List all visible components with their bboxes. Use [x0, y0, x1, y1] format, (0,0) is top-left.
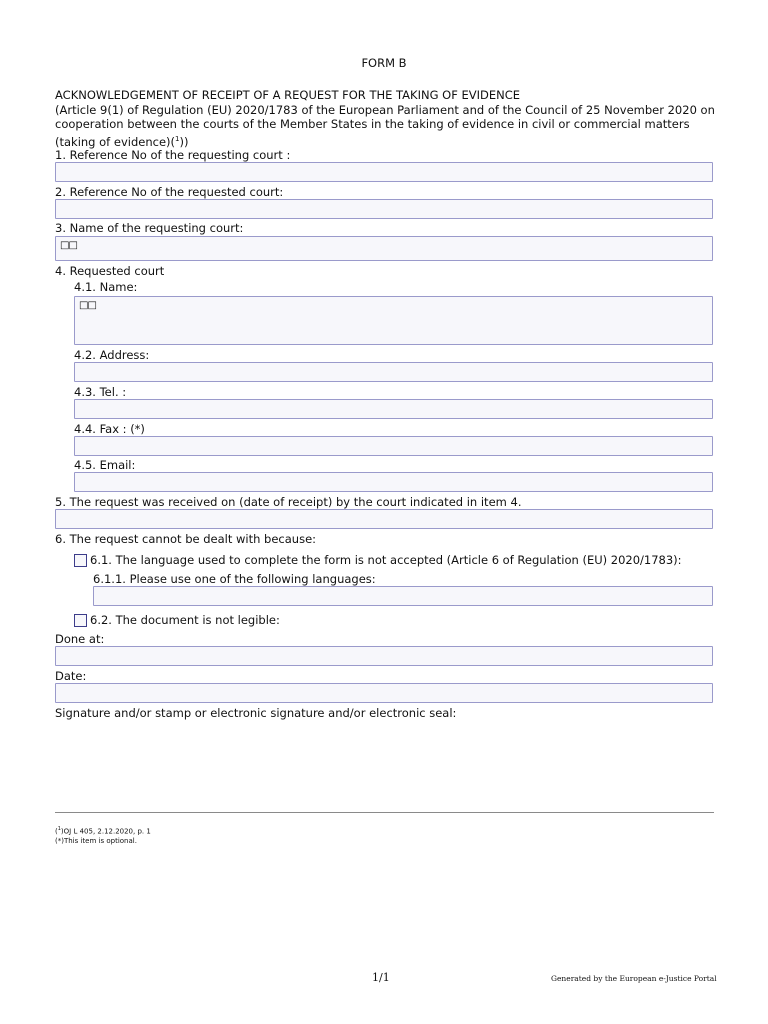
item-2-label: 2. Reference No of the requested court: — [55, 185, 284, 199]
item-6-1-label: 6.1. The language used to complete the form is not accepted (Article 6 of Regulation (EU) 2020/1783): — [90, 553, 682, 567]
item-4-4-label: 4.4. Fax : (*) — [74, 422, 145, 436]
document-not-legible-checkbox[interactable] — [74, 614, 87, 627]
requested-court-name-field[interactable]: □□ — [74, 296, 713, 345]
date-field[interactable] — [55, 683, 713, 703]
footnote-ref[interactable]: 1 — [175, 134, 180, 143]
item-6-1-1-label: 6.1.1. Please use one of the following languages: — [93, 572, 376, 586]
item-4-2-label: 4.2. Address: — [74, 348, 150, 362]
done-at-label: Done at: — [55, 632, 105, 646]
form-title: FORM B — [361, 56, 407, 70]
form-heading — [55, 88, 715, 149]
generated-by-text: Generated by the European e-Justice Portal — [551, 974, 717, 983]
item-4-label: 4. Requested court — [55, 264, 165, 278]
telephone-field[interactable] — [74, 399, 713, 419]
item-4-5-label: 4.5. Email: — [74, 458, 136, 472]
language-not-accepted-checkbox[interactable] — [74, 554, 87, 567]
requesting-court-reference-field[interactable] — [55, 162, 713, 182]
footnote-divider — [55, 812, 714, 813]
accepted-languages-field[interactable] — [93, 586, 713, 606]
heading-subtitle: (Article 9(1) of Regulation (EU) 2020/1783 of the European Parliament and of the Council of 25 November 2020 on cooperation between the courts of the Member States in the taking of evidence in civil or commercial matters (taking of evidence)($^1$)) — [55, 102, 715, 149]
date-of-receipt-field[interactable] — [55, 509, 713, 529]
item-3-label: 3. Name of the requesting court: — [55, 221, 244, 235]
item-6-label: 6. The request cannot be dealt with because: — [55, 532, 317, 546]
page-number: 1/1 — [372, 971, 390, 984]
item-1-label: 1. Reference No of the requesting court : — [55, 148, 291, 162]
item-4-1-label: 4.1. Name: — [74, 280, 138, 294]
requested-court-reference-field[interactable] — [55, 199, 713, 219]
footnote-optional: (*)This item is optional. — [55, 837, 137, 845]
item-4-3-label: 4.3. Tel. : — [74, 385, 127, 399]
email-field[interactable] — [74, 472, 713, 492]
item-5-label: 5. The request was received on (date of receipt) by the court indicated in item 4. — [55, 495, 522, 509]
fax-field[interactable] — [74, 436, 713, 456]
heading-title: ACKNOWLEDGEMENT OF RECEIPT OF A REQUEST FOR THE TAKING OF EVIDENCE — [55, 88, 521, 102]
requesting-court-name-field[interactable]: □□ — [55, 236, 713, 261]
done-at-field[interactable] — [55, 646, 713, 666]
footnote-1: ($^1$)OJ L 405, 2.12.2020, p. 1 — [55, 826, 151, 836]
date-label: Date: — [55, 669, 87, 683]
address-field[interactable] — [74, 362, 713, 382]
signature-label: Signature and/or stamp or electronic signature and/or electronic seal: — [55, 706, 457, 720]
item-6-2-label: 6.2. The document is not legible: — [90, 613, 280, 627]
